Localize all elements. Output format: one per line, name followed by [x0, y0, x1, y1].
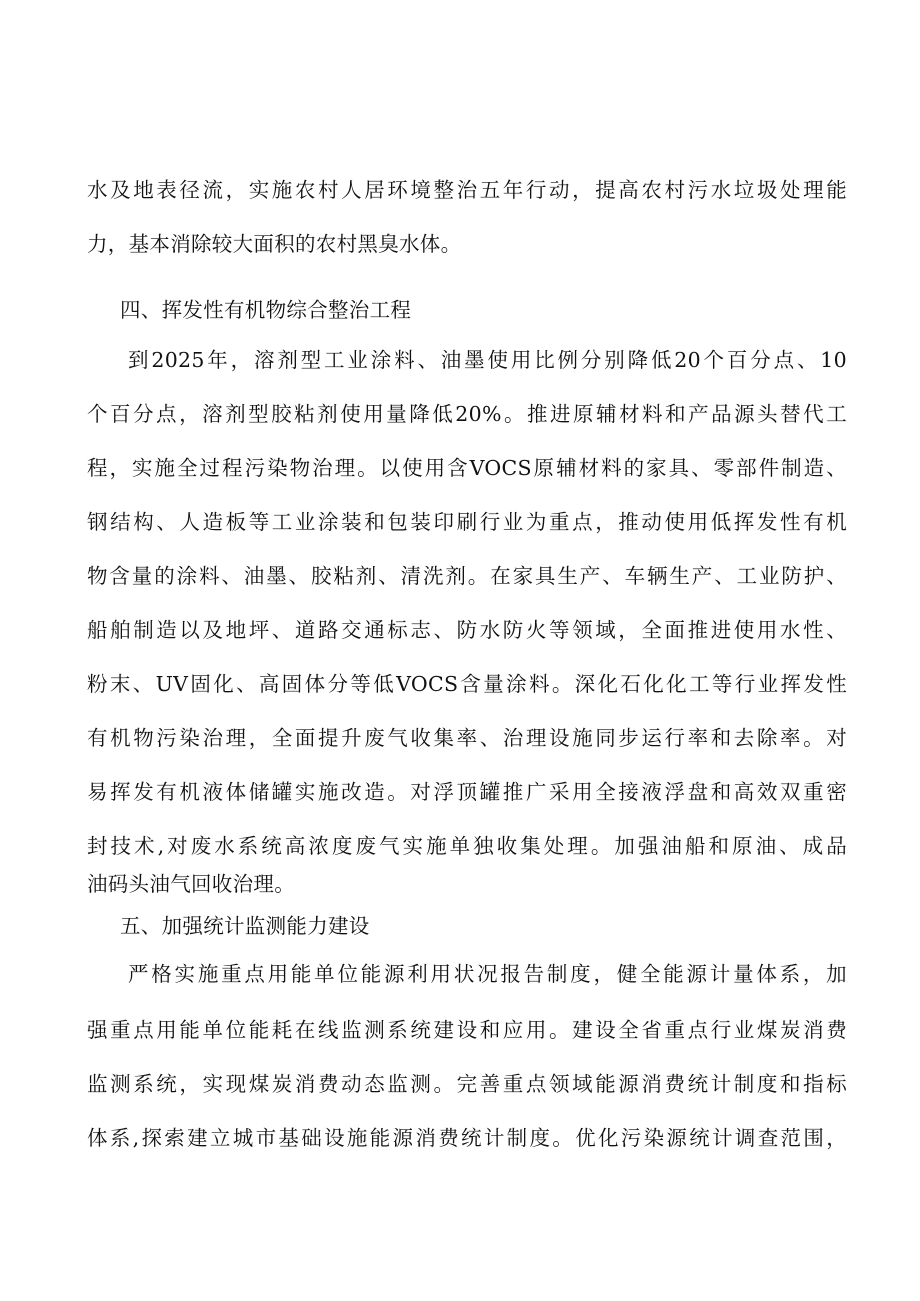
paragraph-line: 油码头油气回收治理。: [87, 872, 295, 896]
paragraph-line: 有机物污染治理，全面提升废气收集率、治理设施同步运行率和去除率。对: [87, 726, 847, 750]
paragraph-line: 水及地表径流，实施农村人居环境整治五年行动，提高农村污水垃圾处理能: [87, 178, 847, 202]
section-heading: 五、加强统计监测能力建设: [120, 914, 370, 938]
paragraph-line: 体系,探索建立城市基础设施能源消费统计制度。优化污染源统计调查范围，: [87, 1126, 847, 1150]
paragraph-line: 封技术,对废水系统高浓度废气实施单独收集处理。加强油船和原油、成品: [87, 834, 847, 858]
paragraph-line: 强重点用能单位能耗在线监测系统建设和应用。建设全省重点行业煤炭消费: [87, 1018, 847, 1042]
section-heading: 四、挥发性有机物综合整治工程: [120, 298, 412, 322]
paragraph-line: 到2025年，溶剂型工业涂料、油墨使用比例分别降低20个百分点、10: [128, 348, 847, 372]
paragraph-line: 监测系统，实现煤炭消费动态监测。完善重点领域能源消费统计制度和指标: [87, 1072, 847, 1096]
paragraph-line: 钢结构、人造板等工业涂装和包装印刷行业为重点，推动使用低挥发性有机: [87, 510, 847, 534]
paragraph-line: 力，基本消除较大面积的农村黑臭水体。: [87, 232, 462, 256]
paragraph-line: 易挥发有机液体储罐实施改造。对浮顶罐推广采用全接液浮盘和高效双重密: [87, 780, 847, 804]
paragraph-line: 粉末、UV固化、高固体分等低VOCS含量涂料。深化石化化工等行业挥发性: [87, 672, 847, 696]
paragraph-line: 个百分点，溶剂型胶粘剂使用量降低20%。推进原辅材料和产品源头替代工: [87, 402, 847, 426]
paragraph-line: 船舶制造以及地坪、道路交通标志、防水防火等领域，全面推进使用水性、: [87, 618, 847, 642]
paragraph-line: 物含量的涂料、油墨、胶粘剂、清洗剂。在家具生产、车辆生产、工业防护、: [87, 564, 847, 588]
paragraph-line: 严格实施重点用能单位能源利用状况报告制度，健全能源计量体系，加: [128, 962, 847, 986]
paragraph-line: 程，实施全过程污染物治理。以使用含VOCS原辅材料的家具、零部件制造、: [87, 456, 847, 480]
